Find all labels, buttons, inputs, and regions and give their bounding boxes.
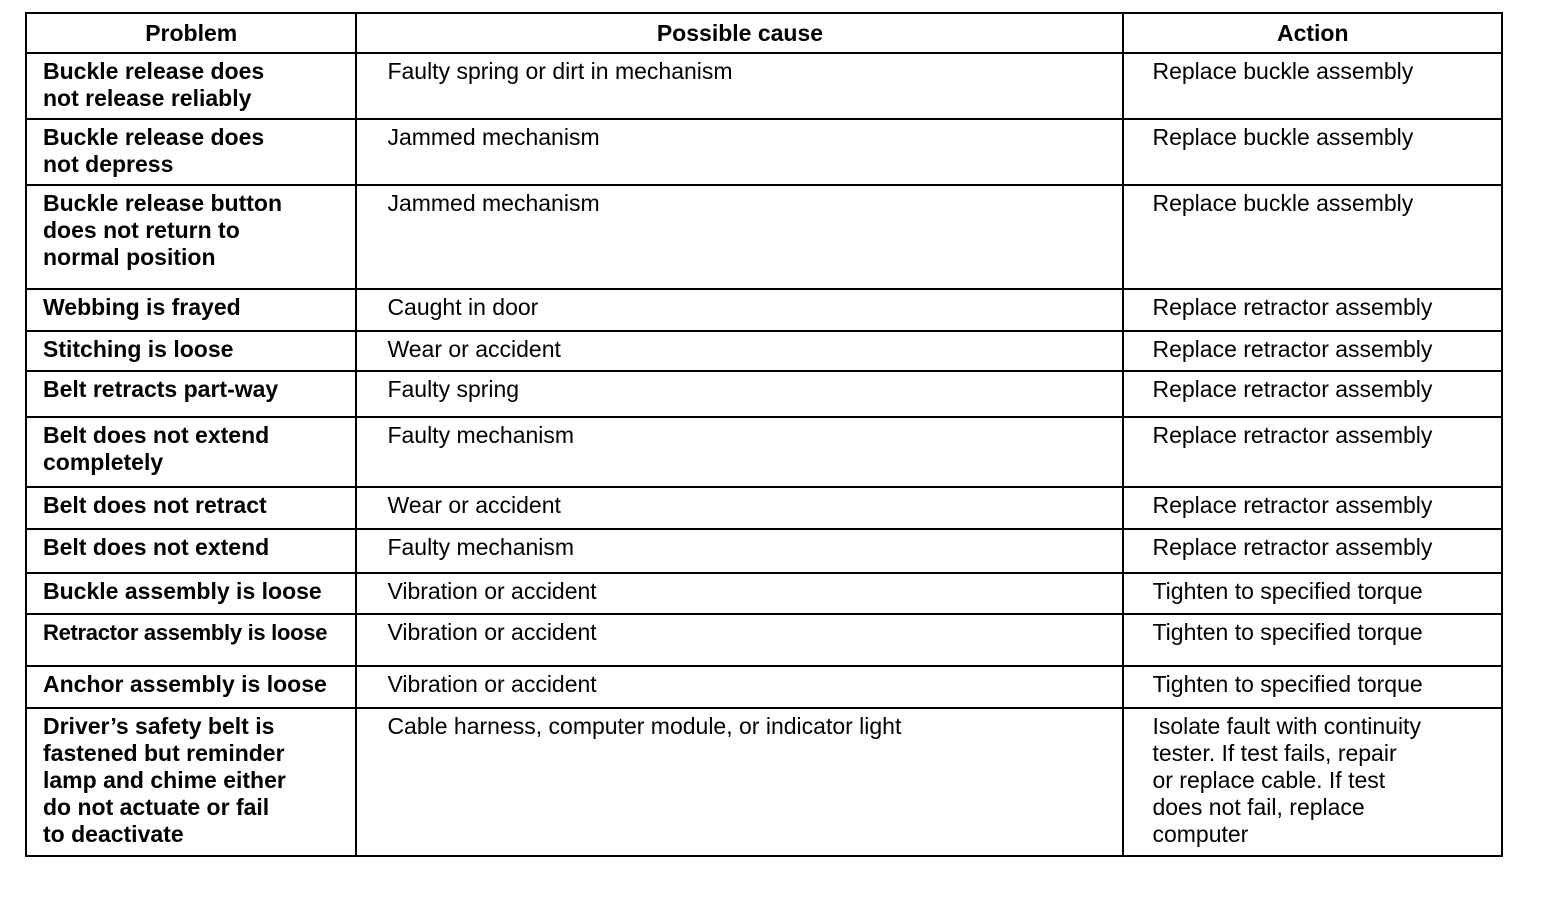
problem-cell [26, 487, 356, 529]
header-action: Action [1123, 13, 1502, 53]
cause-text: Wear or accident [387, 492, 561, 518]
problem-text: Buckle release button does not return to normal position [43, 190, 283, 270]
problem-text: Belt retracts part-way [43, 376, 279, 402]
action-text: Replace retractor assembly [1152, 376, 1433, 402]
table-row [26, 529, 1502, 573]
action-text: Isolate fault with continuity tester. If test fails, repair or replace cable. If test does not fail, replace computer [1152, 713, 1421, 847]
header-row [26, 13, 1502, 53]
problem-text: Webbing is frayed [43, 294, 241, 320]
cause-text: Jammed mechanism [387, 124, 600, 150]
action-cell [1123, 666, 1502, 708]
action-text: Replace retractor assembly [1152, 492, 1433, 518]
problem-cell [26, 331, 356, 371]
cause-cell [356, 708, 1123, 856]
table-row [26, 289, 1502, 331]
table-row [26, 119, 1502, 185]
problem-text: Stitching is loose [43, 336, 234, 362]
action-text: Replace retractor assembly [1152, 534, 1433, 560]
problem-text: Belt does not retract [43, 492, 267, 518]
cause-text: Faulty spring or dirt in mechanism [387, 58, 733, 84]
problem-text: Buckle assembly is loose [43, 578, 322, 604]
action-cell [1123, 371, 1502, 417]
table-row [26, 417, 1502, 487]
action-text: Tighten to specified torque [1152, 619, 1423, 645]
problem-cell [26, 529, 356, 573]
cause-text: Vibration or accident [387, 619, 597, 645]
action-cell [1123, 529, 1502, 573]
action-text: Replace retractor assembly [1152, 422, 1433, 448]
cause-text: Wear or accident [387, 336, 561, 362]
cause-text: Faulty spring [387, 376, 520, 402]
action-cell [1123, 53, 1502, 119]
problem-text: Driver’s safety belt is fastened but reminder lamp and chime either do not actuate or fail to deactivate [43, 713, 286, 847]
cause-text: Cable harness, computer module, or indicator light [387, 713, 902, 739]
cause-text: Vibration or accident [387, 671, 597, 697]
troubleshooting-table [25, 12, 1503, 857]
problem-cell [26, 417, 356, 487]
action-text: Replace retractor assembly [1152, 294, 1433, 320]
cause-cell [356, 119, 1123, 185]
cause-cell [356, 371, 1123, 417]
action-cell [1123, 331, 1502, 371]
cause-cell [356, 529, 1123, 573]
problem-text: Belt does not extend [43, 534, 270, 560]
cause-text: Jammed mechanism [387, 190, 600, 216]
action-text: Replace buckle assembly [1152, 58, 1414, 84]
action-cell [1123, 614, 1502, 666]
problem-cell [26, 371, 356, 417]
action-text: Replace buckle assembly [1152, 124, 1414, 150]
action-text: Replace buckle assembly [1152, 190, 1414, 216]
cause-cell [356, 417, 1123, 487]
table-row [26, 708, 1502, 856]
problem-cell [26, 708, 356, 856]
action-cell [1123, 289, 1502, 331]
problem-cell [26, 53, 356, 119]
action-cell [1123, 119, 1502, 185]
table-row [26, 331, 1502, 371]
problem-cell [26, 289, 356, 331]
cause-cell [356, 53, 1123, 119]
action-cell [1123, 185, 1502, 289]
cause-cell [356, 289, 1123, 331]
problem-cell [26, 573, 356, 614]
table-row [26, 573, 1502, 614]
problem-cell [26, 614, 356, 666]
cause-text: Faulty mechanism [387, 534, 575, 560]
table-row [26, 666, 1502, 708]
table-row [26, 53, 1502, 119]
table-row [26, 185, 1502, 289]
cause-cell [356, 487, 1123, 529]
table-row [26, 614, 1502, 666]
table-row [26, 371, 1502, 417]
action-cell [1123, 708, 1502, 856]
cause-text: Caught in door [387, 294, 539, 320]
action-cell [1123, 573, 1502, 614]
table-row [26, 487, 1502, 529]
cause-cell [356, 331, 1123, 371]
action-text: Tighten to specified torque [1152, 578, 1423, 604]
action-text: Replace retractor assembly [1152, 336, 1433, 362]
cause-cell [356, 614, 1123, 666]
problem-cell [26, 119, 356, 185]
cause-text: Faulty mechanism [387, 422, 575, 448]
action-cell [1123, 417, 1502, 487]
action-cell [1123, 487, 1502, 529]
problem-text: Retractor assembly is loose [43, 620, 328, 645]
cause-cell [356, 666, 1123, 708]
problem-text: Buckle release does not release reliably [43, 58, 265, 111]
problem-text: Anchor assembly is loose [43, 671, 327, 697]
problem-cell [26, 185, 356, 289]
header-problem: Problem [26, 13, 356, 53]
action-text: Tighten to specified torque [1152, 671, 1423, 697]
cause-cell [356, 573, 1123, 614]
problem-text: Buckle release does not depress [43, 124, 265, 177]
cause-text: Vibration or accident [387, 578, 597, 604]
cause-cell [356, 185, 1123, 289]
problem-text: Belt does not extend completely [43, 422, 270, 475]
header-possible-cause: Possible cause [356, 13, 1123, 53]
problem-cell [26, 666, 356, 708]
